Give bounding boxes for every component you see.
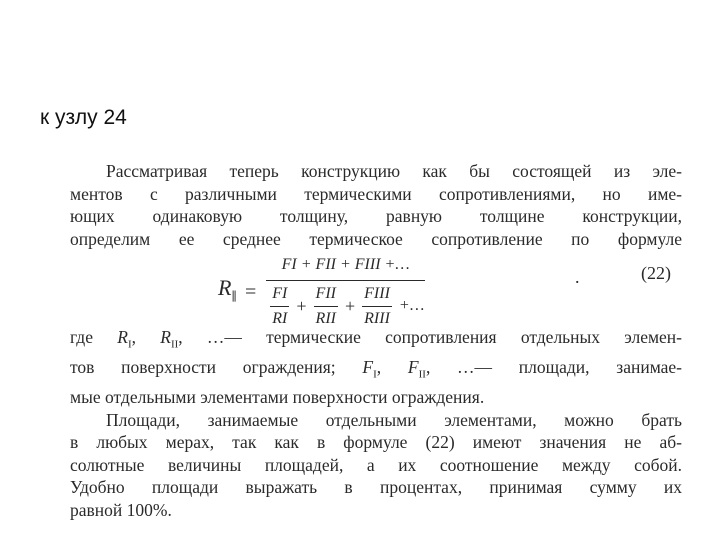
text-line: равной 100%. [70, 499, 172, 520]
equals-sign: = [245, 281, 257, 303]
plus-sign: + [344, 296, 356, 317]
text-line: мые отдельными элементами поверхности ограждения. [70, 387, 485, 407]
text-line: ментов с различными термическими сопротивлениями, но име- [70, 183, 682, 204]
text-line: в любых мерах, так как в формуле (22) имеют значения не аб- [70, 432, 682, 452]
formula-tail: +… [399, 297, 425, 315]
paragraph-definitions [70, 326, 682, 409]
fraction-term-2: $\frac{\text{FII}}{\text{RII}}$ [314, 283, 338, 331]
formula-numerator: FI + FII + FIII +… [281, 256, 410, 273]
text-line: определим ее среднее термическое сопротивление по формуле [70, 228, 682, 249]
fraction-term-1: $\frac{FI}{RI}$ [270, 283, 289, 331]
text-line: Рассматривая теперь конструкцию как бы состоящей из эле- [106, 161, 682, 181]
paragraph-areas [70, 409, 682, 522]
formula-22 [70, 254, 682, 327]
text-line: солютные величины площадей, а их соотношение между собой. [70, 454, 682, 475]
text-line: где $R_I$, $R_{II}$, …— термические сопротивления отдельных элемен- [70, 327, 683, 351]
text-line: Удобно площади выражать в процентах, принимая сумму их [70, 477, 682, 497]
formula-period: . [575, 267, 580, 287]
paragraph-intro [70, 160, 682, 250]
fraction-term-3: $\frac{\text{FIII}}{\text{RIII}}$ [362, 283, 392, 331]
equation-number: (22) [641, 263, 671, 283]
scanned-text-page [70, 160, 682, 521]
plus-sign: + [296, 296, 307, 317]
text-line: ющих одинаковую толщину, равную толщине конструкции, [70, 206, 682, 226]
slide-title: к узлу 24 [40, 106, 127, 129]
formula-lhs: $R_\parallel$ [218, 274, 237, 304]
text-line: Площади, занимаемые отдельными элементами, можно брать [106, 409, 682, 430]
formula-denominator [266, 281, 425, 331]
formula-expression [218, 254, 425, 331]
main-fraction [266, 254, 425, 331]
text-line: тов поверхности ограждения; $F_I$, $F_{II}$, …— площади, занимае- [70, 357, 683, 381]
